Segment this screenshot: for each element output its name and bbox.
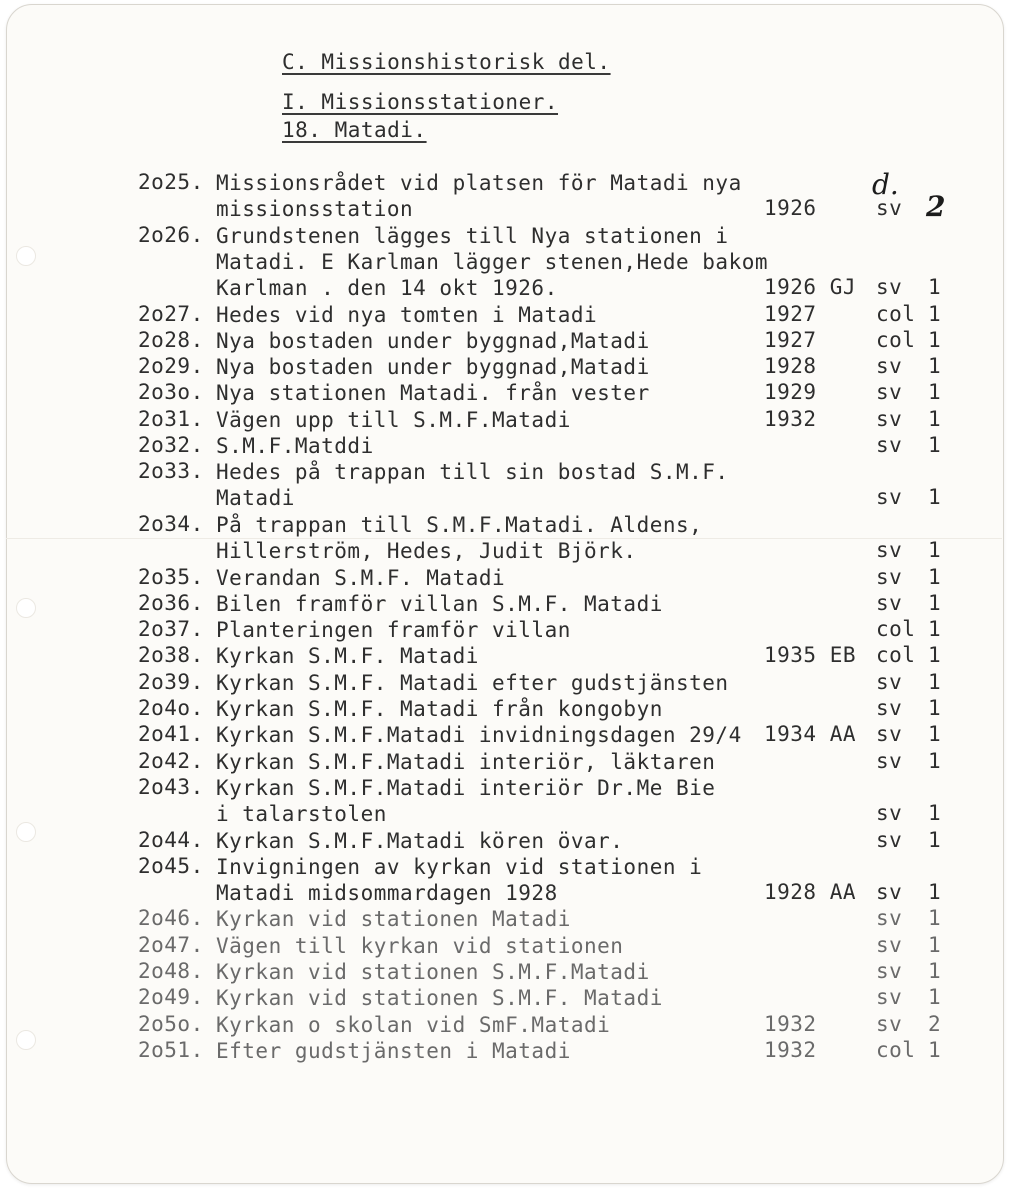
entry-description [216, 459, 729, 511]
entry-description [216, 1012, 610, 1038]
entry-format: col [876, 643, 916, 668]
entry-description-line: Kyrkan S.M.F.Matadi interiör, läktaren [216, 749, 716, 774]
entry-description-line: Efter gudstjänsten i Matadi [216, 1038, 571, 1063]
entry-description [216, 407, 571, 433]
entry-description [216, 696, 663, 722]
entry-year: 1929 [764, 380, 817, 405]
entry-description-line: Kyrkan vid stationen Matadi [216, 907, 571, 932]
entry-number: 2o35. [138, 564, 204, 589]
entry-description [216, 775, 715, 827]
entry-format: sv [876, 590, 903, 615]
entry-description-line: Kyrkan S.M.F.Matadi invidningsdagen 29/4 [216, 723, 742, 748]
entry-description-line: Kyrkan o skolan vid SmF.Matadi [216, 1012, 611, 1037]
entry-number: 2o33. [138, 459, 204, 484]
entry-description [216, 828, 623, 854]
entry-description-line: Nya bostaden under byggnad,Matadi [216, 355, 650, 380]
entry-description-line: På trappan till S.M.F.Matadi. Aldens, [216, 512, 703, 537]
subsection-heading: I. Missionsstationer. [282, 90, 559, 114]
entry-count: 1 [928, 301, 942, 326]
station-heading: 18. Matadi. [282, 118, 427, 142]
entry-format: sv [876, 879, 903, 904]
entry-number: 2o5o. [138, 1011, 204, 1036]
entry-description [216, 722, 742, 748]
entry-count: 1 [928, 380, 942, 405]
entry-description-line: Kyrkan vid stationen S.M.F. Matadi [216, 986, 663, 1011]
entry-format: sv [876, 932, 903, 957]
entry-number: 2o4o. [138, 696, 204, 720]
entry-description-line: Nya stationen Matadi. från vester [216, 381, 650, 406]
entry-description [216, 433, 374, 459]
entry-format: sv [876, 959, 903, 983]
entry-count: 1 [928, 985, 942, 1010]
entry-description [216, 223, 768, 301]
entry-format: sv [876, 748, 903, 773]
entry-description [216, 854, 702, 906]
entry-year: 1932 [764, 1011, 817, 1036]
entry-year: 1927 [764, 327, 817, 352]
entry-description-line: Matadi. E Karlman lägger stenen,Hede bakom [216, 249, 769, 274]
entry-count: 1 [928, 643, 942, 668]
entry-description-line: Matadi midsommardagen 1928 [216, 880, 558, 905]
entry-description-line: missionsstation [216, 197, 414, 221]
section-heading: C. Missionshistorisk del. [282, 50, 611, 74]
entry-format: sv [876, 537, 903, 562]
entry-description [216, 933, 623, 959]
entry-count: 1 [928, 959, 942, 983]
entry-number: 2o51. [138, 1037, 204, 1062]
entry-count: 1 [928, 354, 942, 379]
entry-format: sv [876, 406, 903, 431]
entry-number: 2o47. [138, 932, 204, 957]
entry-count: 1 [928, 748, 942, 773]
entry-format: sv [876, 564, 903, 589]
entry-description-line: Matadi [216, 486, 295, 511]
entry-year: 1934 AA [764, 722, 857, 747]
entry-format: sv [876, 1011, 903, 1036]
entry-count: 1 [928, 800, 942, 825]
entry-number: 2o46. [138, 906, 204, 931]
entry-count: 1 [928, 1037, 942, 1062]
entry-year: 1926 [764, 196, 817, 220]
entry-description-line: Bilen framför villan S.M.F. Matadi [216, 591, 663, 616]
entry-year: 1928 AA [764, 879, 857, 904]
entry-number: 2o49. [138, 985, 204, 1010]
entry-number: 2o38. [138, 643, 204, 668]
entry-count: 1 [928, 590, 942, 615]
entry-number: 2o36. [138, 590, 204, 615]
entry-number: 2o25. [138, 170, 204, 194]
entry-description [216, 643, 479, 669]
entry-number: 2o31. [138, 406, 204, 431]
entry-count: 1 [928, 827, 942, 852]
entry-count: 1 [928, 722, 942, 747]
handwritten-count: 2 [926, 190, 946, 223]
entry-count: 1 [928, 564, 942, 589]
entry-format: sv [876, 696, 903, 720]
punch-hole-bottom [16, 1030, 36, 1050]
entry-description-line: Hedes på trappan till sin bostad S.M.F. [216, 460, 729, 485]
entry-count: 1 [928, 274, 942, 299]
entry-description [216, 328, 650, 354]
entry-number: 2o43. [138, 774, 204, 799]
punch-hole-lower [16, 822, 36, 842]
entry-number: 2o32. [138, 433, 204, 457]
entry-description-line: Vägen upp till S.M.F.Matadi [216, 407, 571, 432]
entry-format: sv [876, 354, 903, 379]
entry-format: sv [876, 380, 903, 405]
entry-count: 1 [928, 906, 942, 931]
entry-description [216, 591, 663, 617]
entry-format: sv [876, 196, 903, 220]
entry-format: sv [876, 433, 903, 457]
entry-description-line: Verandan S.M.F. Matadi [216, 565, 506, 590]
entry-description-line: Nya bostaden under byggnad,Matadi [216, 328, 650, 353]
entry-description [216, 617, 571, 643]
entry-format: col [876, 1037, 916, 1062]
entry-year: 1928 [764, 354, 817, 379]
entry-description-line: Kyrkan S.M.F. Matadi [216, 644, 479, 669]
entry-number: 2o48. [138, 959, 204, 983]
entry-format: sv [876, 722, 903, 747]
entry-number: 2o26. [138, 222, 204, 247]
entry-format: sv [876, 906, 903, 931]
entry-count: 1 [928, 879, 942, 904]
entry-description-line: Vägen till kyrkan vid stationen [216, 933, 624, 958]
entry-number: 2o29. [138, 354, 204, 379]
entry-format: sv [876, 800, 903, 825]
punch-hole-middle [16, 598, 36, 618]
entry-description-line: Kyrkan vid stationen S.M.F.Matadi [216, 960, 650, 984]
entry-count: 1 [928, 433, 942, 457]
entry-count: 1 [928, 617, 942, 642]
entry-description [216, 380, 650, 406]
entry-count: 1 [928, 669, 942, 694]
entry-description [216, 512, 702, 564]
entry-format: col [876, 327, 916, 352]
entry-description [216, 170, 742, 222]
entry-description [216, 565, 505, 591]
entry-description [216, 959, 650, 985]
entry-count: 2 [928, 1011, 942, 1036]
entry-description-line: Kyrkan S.M.F. Matadi efter gudstjänsten [216, 670, 729, 695]
entry-count: 1 [928, 537, 942, 562]
entry-description-line: Invigningen av kyrkan vid stationen i [216, 854, 703, 879]
entry-description-line: i talarstolen [216, 801, 387, 826]
entry-format: sv [876, 827, 903, 852]
entry-description [216, 354, 650, 380]
entry-format: sv [876, 985, 903, 1010]
entry-number: 2o42. [138, 748, 204, 773]
entry-description-line: Missionsrådet vid platsen för Matadi nya [216, 171, 742, 195]
entry-format: col [876, 617, 916, 642]
entry-number: 2o39. [138, 669, 204, 694]
entry-description-line: Planteringen framför villan [216, 618, 571, 643]
entry-description-line: Hillerström, Hedes, Judit Björk. [216, 538, 637, 563]
punch-hole-top [16, 246, 36, 266]
entry-description-line: Hedes vid nya tomten i Matadi [216, 302, 598, 327]
entry-year: 1932 [764, 406, 817, 431]
entry-number: 2o3o. [138, 380, 204, 405]
entry-number: 2o37. [138, 617, 204, 642]
entry-count: 1 [928, 932, 942, 957]
entry-description [216, 985, 663, 1011]
entry-number: 2o27. [138, 301, 204, 326]
entry-count: 1 [928, 406, 942, 431]
entry-description-line: Karlman . den 14 okt 1926. [216, 275, 558, 300]
entry-number: 2o41. [138, 722, 204, 747]
entry-description-line: Kyrkan S.M.F.Matadi kören övar. [216, 828, 624, 853]
handwritten-mark: d. [872, 168, 899, 201]
entry-format: sv [876, 274, 903, 299]
entry-description [216, 906, 571, 932]
entry-format: sv [876, 485, 903, 510]
entry-description [216, 1038, 571, 1064]
entry-description-line: Kyrkan S.M.F. Matadi från kongobyn [216, 697, 663, 721]
entry-count: 1 [928, 696, 942, 720]
entry-number: 2o34. [138, 511, 204, 536]
entry-number: 2o45. [138, 853, 204, 878]
entry-count: 1 [928, 327, 942, 352]
entry-count: 1 [928, 485, 942, 510]
entry-year: 1935 EB [764, 643, 857, 668]
entry-year: 1926 GJ [764, 274, 857, 299]
entry-year: 1927 [764, 301, 817, 326]
entry-description-line: Kyrkan S.M.F.Matadi interiör Dr.Me Bie [216, 775, 716, 800]
entry-year: 1932 [764, 1037, 817, 1062]
entry-number: 2o44. [138, 827, 204, 852]
entry-description-line: Grundstenen lägges till Nya stationen i [216, 223, 729, 248]
entry-description-line: S.M.F.Matddi [216, 434, 374, 458]
entry-number: 2o28. [138, 327, 204, 352]
entry-description [216, 302, 597, 328]
entry-description [216, 670, 729, 696]
entry-description [216, 749, 715, 775]
entry-format: col [876, 301, 916, 326]
entry-format: sv [876, 669, 903, 694]
